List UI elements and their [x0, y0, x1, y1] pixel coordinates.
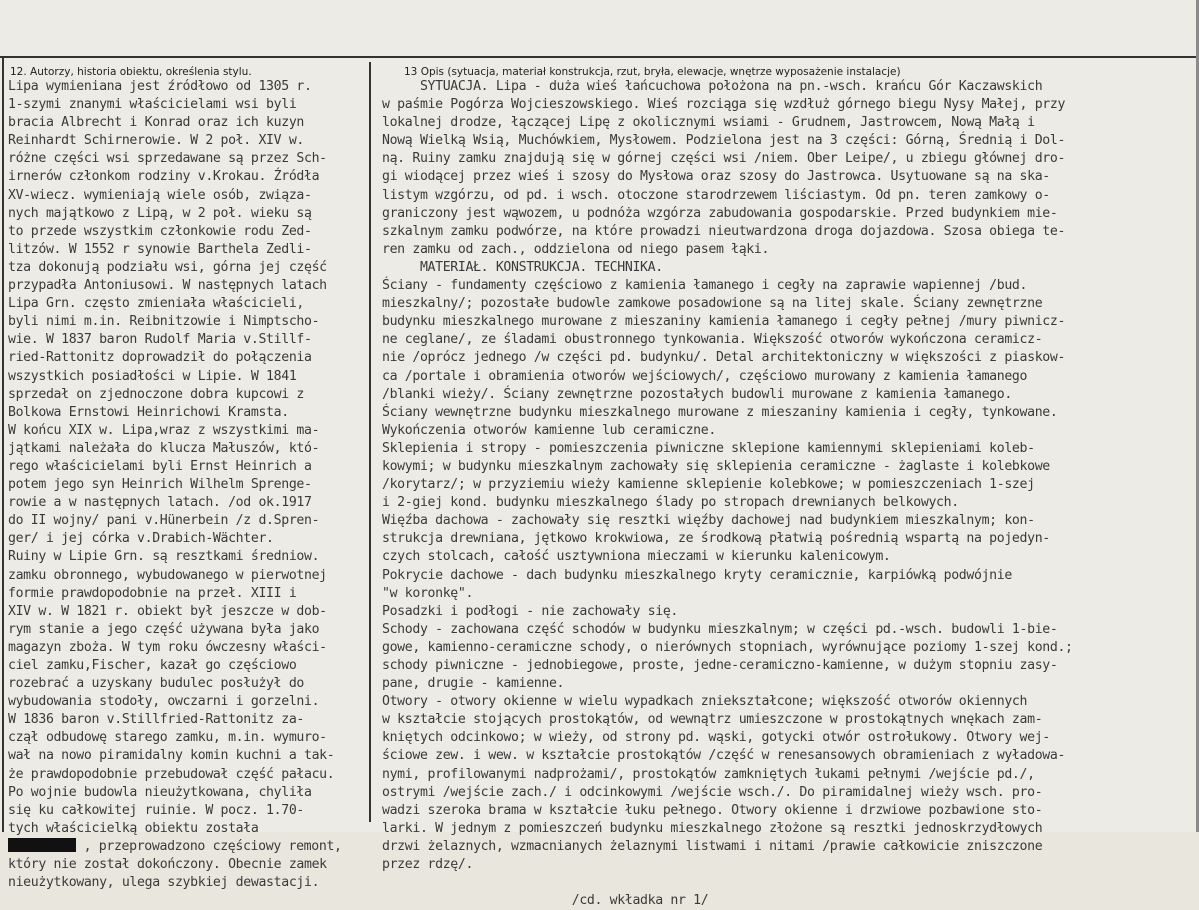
text-line: czął odbudowę starego zamku, m.in. wymuro- — [8, 730, 327, 746]
text-line: schody piwniczne - jednobiegowe, proste, jedne-ceramiczno-kamienne, w dużym stopniu zasy- — [382, 658, 1058, 673]
redaction-block — [8, 838, 76, 852]
text-line: lokalnej drodze, łączącej Lipę z okolicznymi wsiami - Grudnem, Jastrowcem, Nową Małą i — [382, 115, 1035, 131]
text-line: XIV w. W 1821 r. obiekt był jeszcze w dob- — [8, 603, 327, 619]
text-line: graniczony jest wąwozem, u podnóża wzgórza zabudowania gospodarskie. Przed budynkiem mie- — [382, 205, 1058, 221]
text-line: Ruiny w Lipie Grn. są resztkami średniow. — [8, 549, 320, 565]
text-line: larki. W jednym z pomieszczeń budynku mieszkalnego złożone są resztki jednoskrzydłowych — [382, 820, 1043, 836]
text-line: rego właścicielami byli Ernst Heinrich a — [8, 458, 312, 474]
text-line: gi wiodącej przez wieś i szosy do Mysłowa oraz szosy do Jastrowca. Usytuowane są na ska- — [382, 169, 1050, 185]
text-line: Po wojnie budowla nieużytkowana, chyliła — [8, 784, 312, 800]
text-line — [382, 874, 1190, 892]
text-line: Otwory - otwory okienne w wielu wypadkach zniekształcone; większość otworów okiennych — [382, 694, 1028, 710]
text-line: w paśmie Pogórza Wojcieszowskiego. Wieś rozciąga się wzdłuż górnego biegu Nysy Małej, przy — [382, 97, 1066, 113]
text-line: się ku całkowitej ruinie. W pocz. 1.70- — [8, 802, 304, 818]
text-line: sprzedał on zjednoczone dobra kupcowi z — [8, 386, 304, 402]
text-line: W końcu XIX w. Lipa,wraz z wszystkimi ma- — [8, 422, 320, 438]
text-line: ostrymi /wejście zach./ i odcinkowymi /wejście wsch./. Do piramidalnej wieży wsch. pro- — [382, 784, 1043, 800]
text-line: Bolkowa Ernstowi Heinrichowi Kramsta. — [8, 404, 289, 420]
text-line: ca /portale i obramienia otworów wejściowych/, częściowo murowany z kamienia łamanego — [382, 368, 1028, 384]
text-line: Schody - zachowana część schodów w budynku mieszkalnym; w części pd.-wsch. budowli 1-bie- — [382, 621, 1058, 637]
text-line: nych majątkowo z Lipą, w 2 poł. wieku są — [8, 205, 312, 221]
text-line: który nie został dokończony. Obecnie zamek — [8, 857, 327, 873]
form-left-border — [2, 56, 4, 832]
text-line: Więźba dachowa - zachowały się resztki więźby dachowej nad budynkiem mieszkalnym; kon- — [382, 513, 1035, 529]
text-line: nie /oprócz jednego /w części pd. budynku/. Detal architektoniczny w większości z piaskow- — [382, 350, 1066, 366]
text-line: "w koronkę". — [382, 585, 474, 601]
text-line: irnerów członkom rodziny v.Krokau. Źródła — [8, 169, 320, 185]
text-line: ried-Rattonitz doprowadził do połączenia — [8, 350, 312, 366]
text-line: nymi, profilowanymi nadprożami/, prostokątów zamkniętych łukami pełnymi /wejście pd./, — [382, 766, 1035, 782]
section-12-header: 12. Autorzy, historia obiektu, określenia stylu. — [10, 66, 252, 78]
text-line: Ściany wewnętrzne budynku mieszkalnego murowane z mieszaniny kamienia i cegły, tynkowane. — [382, 404, 1058, 420]
text-line: rozebrać a uzyskany budulec posłużył do — [8, 676, 304, 692]
text-line: zamku obronnego, wybudowanego w pierwotnej — [8, 567, 327, 583]
text-line: ger/ i jej córka v.Drabich-Wächter. — [8, 531, 274, 547]
text-line: różne części wsi sprzedawane są przez Sch- — [8, 151, 327, 167]
text-line: magazyn zboża. W tym roku ówczesny właści- — [8, 639, 327, 655]
text-line: nieużytkowany, ulega szybkiej dewastacji. — [8, 875, 320, 891]
text-line: w kształcie stojących prostokątów, od wewnątrz umieszczone w prostokątnych wnękach zam- — [382, 712, 1043, 728]
text-line: XV-wiecz. wymieniają wiele osób, związa- — [8, 187, 312, 203]
text-line: /korytarz/; w przyziemiu wieży kamienne sklepienie kolebkowe; w pomieszczeniach 1-szej — [382, 477, 1035, 493]
text-line: jątkami należała do klucza Małuszów, któ- — [8, 440, 320, 456]
section-13-header: 13 Opis (sytuacja, materiał konstrukcja, rzut, bryła, elewacje, wnętrze wyposażenie instalacje) — [404, 66, 901, 78]
text-line: formie prawdopodobnie na przeł. XIII i — [8, 585, 297, 601]
text-line: czych stolcach, całość usztywniona mieczami w kierunku kalenicowym. — [382, 549, 891, 565]
text-line: ren zamku od zach., oddzielona od niego pasem łąki. — [382, 241, 770, 257]
text-line: /cd. wkładka nr 1/ — [382, 893, 709, 909]
text-line: szkalnym zamku podwórze, na które prowadzi nieutwardzona droga dojazdowa. Szosa obiega te- — [382, 223, 1066, 239]
text-fragment: , przeprowadzono częściowy remont, — [76, 838, 342, 854]
text-line: rym stanie a jego część używana była jako — [8, 621, 320, 637]
text-line: drzwi żelaznych, wzmacnianych żelaznymi listwami i nitami /prawie całkowicie zniszczone — [382, 838, 1043, 854]
text-line: do II wojny/ pani v.Hünerbein /z d.Spren- — [8, 513, 320, 529]
text-line: rowie a w następnych latach. /od ok.1917 — [8, 495, 312, 511]
text-line: 1-szymi znanymi właścicielami wsi byli — [8, 97, 297, 113]
column-divider — [369, 62, 371, 822]
text-line: W 1836 baron v.Stillfried-Rattonitz za- — [8, 712, 304, 728]
text-line: Sklepienia i stropy - pomieszczenia piwniczne sklepione kamiennymi sklepieniami koleb- — [382, 440, 1035, 456]
text-line: Pokrycie dachowe - dach budynku mieszkalnego kryty ceramicznie, karpiówką podwójnie — [382, 567, 1012, 583]
text-line: bracia Albrecht i Konrad oraz ich kuzyn — [8, 115, 304, 131]
text-line: przypadła Antoniusowi. W następnych latach — [8, 278, 327, 294]
text-line: wał na nowo piramidalny komin kuchni a tak- — [8, 748, 335, 764]
text-line: ne ceglane/, ze śladami obustronnego tynkowania. Większość otworów wykończona ceramicz- — [382, 332, 1043, 348]
form-top-border — [0, 56, 1199, 58]
text-line: Reinhardt Schirnerowie. W 2 poł. XIV w. — [8, 133, 304, 149]
text-line: Wykończenia otworów kamienne lub ceramiczne. — [382, 422, 716, 438]
text-line: /blanki wieży/. Ściany zewnętrzne pozostałych budowli murowane z kamienia łamanego. — [382, 386, 1012, 402]
text-line: że prawdopodobnie przebudował część pałacu. — [8, 766, 335, 782]
text-line: Lipa wymieniana jest źródłowo od 1305 r. — [8, 79, 312, 94]
history-column — [8, 78, 366, 892]
text-line: Lipa Grn. często zmieniała właścicieli, — [8, 296, 304, 312]
text-line: tza dokonują podziału wsi, górna jej część — [8, 259, 327, 275]
text-line: wie. W 1837 baron Rudolf Maria v.Stillf- — [8, 332, 312, 348]
text-line: wadzi szeroka brama w kształcie łuku pełnego. Otwory okienne i drzwiowe pozbawione sto- — [382, 802, 1043, 818]
text-line: byli nimi m.in. Reibnitzowie i Nimptscho- — [8, 314, 320, 330]
text-line: pane, drugie - kamienne. — [382, 676, 565, 692]
text-line: Nową Wielką Wsią, Muchówkiem, Mysłowem. Podzielona jest na 3 części: Górną, Średnią i Dol- — [382, 133, 1066, 149]
text-line: przez rdzę/. — [382, 857, 474, 873]
text-line: listym wzgórzu, od pd. i wsch. otoczone starodrzewem liściastym. Od pn. teren zamkowy o- — [382, 187, 1050, 203]
text-line: i 2-giej kond. budynku mieszkalnego ślady po stropach drewnianych belkowych. — [382, 495, 959, 511]
text-line: tych właścicielką obiektu została — [8, 820, 259, 836]
text-line: gowe, kamienno-ceramiczne schody, o nierównych stopniach, wyrównujące poziomy 1-szej kond.; — [382, 639, 1073, 655]
text-line: Posadzki i podłogi - nie zachowały się. — [382, 603, 678, 619]
text-line: ściowe zew. i wew. w kształcie prostokątów /część w renesansowych obramieniach z wyładowa- — [382, 748, 1066, 764]
text-line: SYTUACJA. Lipa - duża wieś łańcuchowa położona na pn.-wsch. krańcu Gór Kaczawskich — [382, 79, 1043, 94]
text-line: wszystkich posiadłości w Lipie. W 1841 — [8, 368, 297, 384]
text-line: kowymi; w budynku mieszkalnym zachowały się sklepienia ceramiczne - żaglaste i kolebkowe — [382, 458, 1050, 474]
text-line: strukcja drewniana, jętkowo krokwiowa, ze środkową płatwią pośrednią wspartą na pojedyn- — [382, 531, 1050, 547]
text-line: Ściany - fundamenty częściowo z kamienia łamanego i cegły na zaprawie wapiennej /bud. — [382, 278, 1028, 294]
text-line: to przede wszystkim członkowie rodu Zed- — [8, 223, 312, 239]
text-line: kniętych odcinkowo; w wieży, od strony pd. wąski, gotycki otwór ostrołukowy. Otwory wej- — [382, 730, 1050, 746]
description-column — [382, 78, 1190, 910]
text-line: wybudowania stodoły, owczarni i gorzelni. — [8, 694, 320, 710]
text-line — [8, 838, 366, 856]
text-line: MATERIAŁ. KONSTRUKCJA. TECHNIKA. — [382, 259, 663, 275]
text-line: ciel zamku,Fischer, kazał go częściowo — [8, 658, 297, 673]
text-line: ną. Ruiny zamku znajdują się w górnej części wsi /niem. Ober Leipe/, u zbiegu głównej dro- — [382, 151, 1066, 167]
text-line: potem jego syn Heinrich Wilhelm Sprenge- — [8, 477, 312, 493]
text-line: litzów. W 1552 r synowie Barthela Zedli- — [8, 241, 312, 257]
text-line: budynku mieszkalnego murowane z mieszaniny kamienia łamanego i cegły pełnej /mury piwnicz- — [382, 314, 1066, 330]
text-line: mieszkalny/; pozostałe budowle zamkowe posadowione są na litej skale. Ściany zewnętrzne — [382, 296, 1043, 312]
